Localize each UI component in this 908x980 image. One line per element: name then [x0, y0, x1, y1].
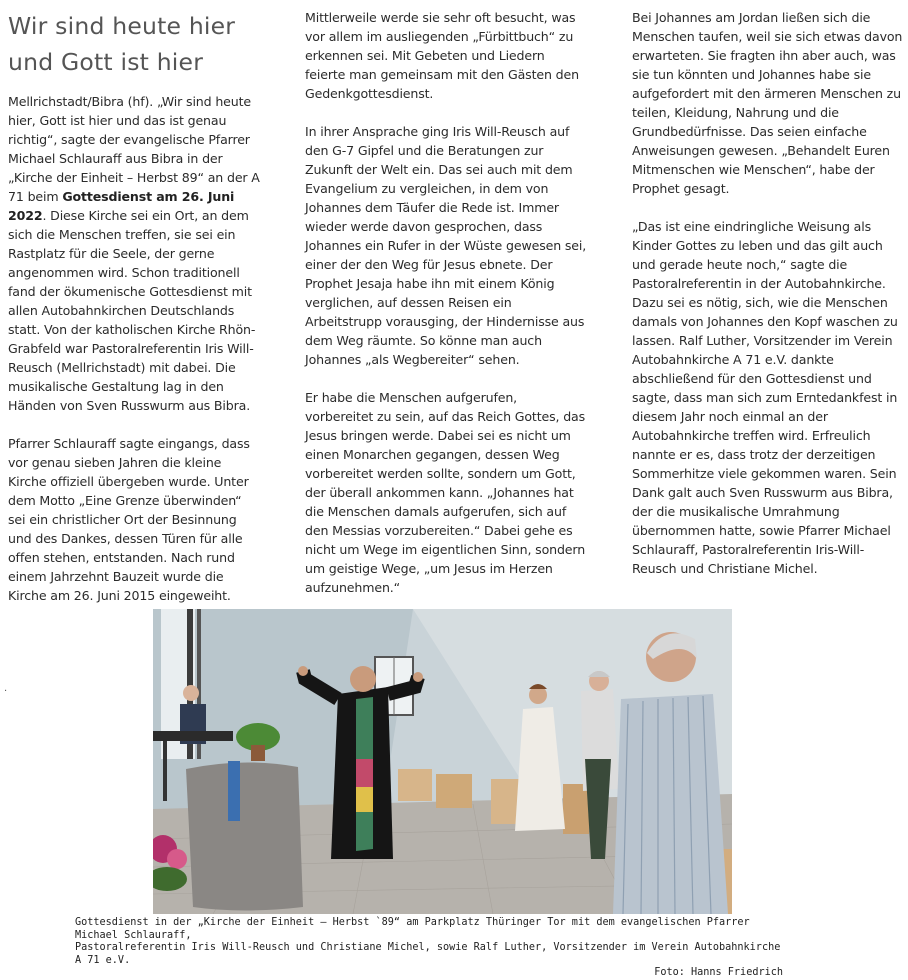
article-column-2	[305, 8, 587, 616]
article-column-3	[632, 8, 908, 597]
paragraph: Pfarrer Schlauraff sagte eingangs, dass vor genau sieben Jahren die kleine Kirche offiziell übergeben wurde. Unter dem Motto „Eine Grenze überwinden“ sei ein christlicher Ort der Besinnung und des Dankes, dessen Türen für alle offen stehen, entstanden. Nach rund einem Jahrzehnt Bauzeit wurde die Kirche am 26. Juni 2015 eingeweiht.	[8, 436, 250, 603]
event-date-bold: Gottesdienst am 26. Juni 2022	[8, 189, 235, 223]
stray-dot: .	[4, 683, 8, 694]
photo-caption	[75, 917, 783, 980]
photo-credit: Foto: Hanns Friedrich	[654, 967, 783, 978]
caption-line-1: Gottesdienst in der „Kirche der Einheit – Herbst `89“ am Parkplatz Thüringer Tor mit dem evangelischen Pfarrer Michael Schlauraff,	[75, 917, 750, 941]
photo-illustration	[153, 609, 732, 914]
caption-line-2: Pastoralreferentin Iris Will-Reusch und Christiane Michel, sowie Ralf Luther, Vorsitzender im Verein Autobahnkirche A 71 e.V.	[75, 942, 781, 966]
paragraph: Er habe die Menschen aufgerufen, vorbereitet zu sein, auf das Reich Gottes, das Jesus bringen werde. Dabei sei es nicht um einen Monarchen gegangen, dessen Weg vorbereitet werden sollte, sondern um Gott, der überall ankommen kann. „Johannes hat die Menschen damals aufgerufen, sich auf den Messias vorzubereiten.“ Dabei gehe es nicht um Wege im eigentlichen Sinn, sondern um geistige Wege, „um Jesus im Herzen aufzunehmen.“	[305, 390, 586, 595]
paragraph	[8, 92, 260, 415]
title-line-1: Wir sind heute hier	[8, 12, 236, 40]
church-service-photo	[153, 609, 732, 914]
paragraph: „Das ist eine eindringliche Weisung als Kinder Gottes zu leben und das gilt auch und gerade heute noch,“ sagte die Pastoralreferentin in der Autobahnkirche. Dazu sei es nötig, sich, wie die Menschen damals von Johannes den Kopf waschen zu lassen. Ralf Luther, Vorsitzender im Verein Autobahnkirche A 71 e.V. dankte abschließend für den Gottesdienst und sagte, dass man sich zum Erntedankfest in diesem Jahr noch einmal an der Autobahnkirche treffen wird. Erfreulich nannte er es, dass trotz der derzeitigen Sommerhitze viele gekommen waren. Sein Dank galt auch Sven Russwurm aus Bibra, der die musikalische Umrahmung übernommen hatte, sowie Pfarrer Michael Schlauraff, Pastoralreferentin Iris-Will-Reusch und Christiane Michel.	[632, 219, 898, 576]
title-line-2: und Gott ist hier	[8, 48, 204, 76]
paragraph: In ihrer Ansprache ging Iris Will-Reusch auf den G-7 Gipfel und die Beratungen zur Zukunft der Welt ein. Das sei auch mit dem Evangelium zu vergleichen, in dem von Johannes dem Täufer die Rede ist. Immer wieder werde davon gesprochen, dass Johannes ein Rufer in der Wüste gewesen sei, einer der den Weg für Jesus ebnete. Der Prophet Jesaja habe ihn mit einem König verglichen, auf dessen Reisen ein Arbeitstrupp vorausging, der Hindernisse aus dem Weg räumte. So könne man auch Johannes „als Wegbereiter“ sehen.	[305, 124, 587, 367]
paragraph-text: Mellrichstadt/Bibra (hf). „Wir sind heute hier, Gott ist hier und das ist genau richtig“, sagte der evangelische Pfarrer Michael Schlauraff aus Bibra in der „Kirche der Einheit – Herbst 89“ an der A 71 beim	[8, 94, 260, 204]
article-title	[8, 8, 260, 80]
paragraph-text: . Diese Kirche sei ein Ort, an dem sich die Menschen treffen, sie sei ein Rastplatz für die Seele, der gerne angenommen wird. Schon traditionell fand der ökumenische Gottesdienst mit allen Autobahnkirchen Deutschlands statt. Von der katholischen Kirche Rhön-Grabfeld war Pastoralreferentin Iris Will-Reusch (Mellrichstadt) mit dabei. Die musikalische Gestaltung lag in den Händen von Sven Russwurm aus Bibra.	[8, 208, 256, 413]
paragraph: Mittlerweile werde sie sehr oft besucht, was vor allem im ausliegenden „Fürbittbuch“ zu erkennen sei. Mit Gebeten und Liedern feierte man gemeinsam mit den Gästen den Gedenkgottesdienst.	[305, 10, 579, 101]
article-column-1	[8, 8, 260, 624]
paragraph: Bei Johannes am Jordan ließen sich die Menschen taufen, weil sie sich etwas davon erwarteten. Sie fragten ihn aber auch, was sie tun könnten und Johannes habe sie aufgefordert mit den ärmeren Menschen zu teilen, Kleidung, Nahrung und die Grundbedürfnisse. Das seien einfache Anweisungen gewesen. „Behandelt Euren Mitmenschen wie Menschen“, habe der Prophet gesagt.	[632, 10, 903, 196]
